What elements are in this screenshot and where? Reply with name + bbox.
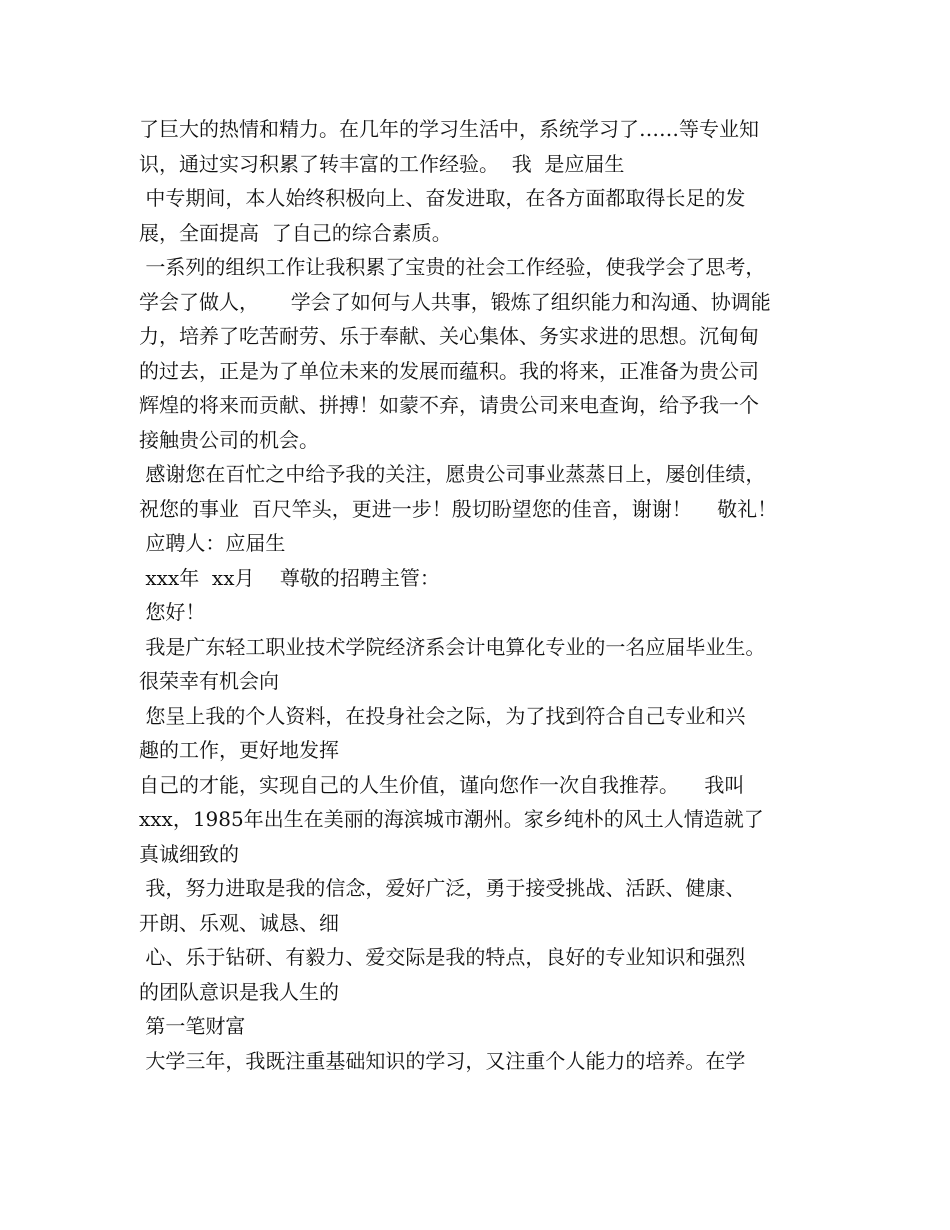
text-line: 我是广东轻工职业技术学院经济系会计电算化专业的一名应届毕业生。 bbox=[139, 634, 766, 659]
text-line: 自己的才能，实现自己的人生价值，谨向您作一次自我推荐。 我叫 bbox=[139, 772, 745, 797]
text-line: 真诚细致的 bbox=[139, 841, 239, 866]
text-line: 感谢您在百忙之中给予我的关注，愿贵公司事业蒸蒸日上，屡创佳绩， bbox=[139, 462, 766, 486]
text-line: 应聘人：应届生 bbox=[139, 531, 286, 555]
text-line: 了巨大的热情和精力。在几年的学习生活中，系统学习了……等专业知 bbox=[139, 117, 759, 141]
text-line: 展，全面提高 了自己的综合素质。 bbox=[139, 220, 452, 245]
text-line: 第一笔财富 bbox=[139, 1014, 246, 1038]
body-text bbox=[139, 112, 839, 1078]
text-line: xxx，1985年出生在美丽的海滨城市潮州。家乡纯朴的风土人情造就了 bbox=[139, 807, 764, 831]
text-line: 趣的工作，更好地发挥 bbox=[139, 738, 339, 762]
text-line: 心、乐于钻研、有毅力、爱交际是我的特点，良好的专业知识和强烈 bbox=[139, 945, 746, 969]
text-line: 您呈上我的个人资料，在投身社会之际，为了找到符合自己专业和兴 bbox=[139, 703, 746, 728]
text-line: 很荣幸有机会向 bbox=[139, 669, 279, 693]
text-line: 的过去，正是为了单位未来的发展而蕴积。我的将来，正准备为贵公司 bbox=[139, 358, 759, 383]
text-line: 大学三年，我既注重基础知识的学习，又注重个人能力的培养。在学 bbox=[139, 1048, 746, 1073]
text-line: 的团队意识是我人生的 bbox=[139, 979, 339, 1004]
text-line: 一系列的组织工作让我积累了宝贵的社会工作经验，使我学会了思考， bbox=[139, 255, 766, 279]
text-line: 识，通过实习积累了转丰富的工作经验。 我 是应届生 bbox=[139, 151, 625, 176]
text-line: xxx年 xx月 尊敬的招聘主管： bbox=[139, 565, 440, 590]
text-line: 开朗、乐观、诚恳、细 bbox=[139, 910, 339, 935]
text-line: 辉煌的将来而贡献、拼搏！如蒙不弃，请贵公司来电查询，给予我一个 bbox=[139, 393, 759, 417]
text-line: 您好！ bbox=[139, 600, 206, 624]
text-line: 祝您的事业 百尺竿头，更进一步！殷切盼望您的佳音，谢谢！ 敬礼！ bbox=[139, 496, 778, 521]
text-line: 学会了做人， 学会了如何与人共事，锻炼了组织能力和沟通、协调能 bbox=[139, 289, 771, 314]
text-line: 接触贵公司的机会。 bbox=[139, 427, 319, 452]
text-line: 中专期间，本人始终积极向上、奋发进取，在各方面都取得长足的发 bbox=[139, 186, 746, 210]
text-line: 力，培养了吃苦耐劳、乐于奉献、关心集体、务实求进的思想。沉甸甸 bbox=[139, 324, 759, 348]
text-line: 我，努力进取是我的信念，爱好广泛，勇于接受挑战、活跃、健康、 bbox=[139, 876, 746, 900]
